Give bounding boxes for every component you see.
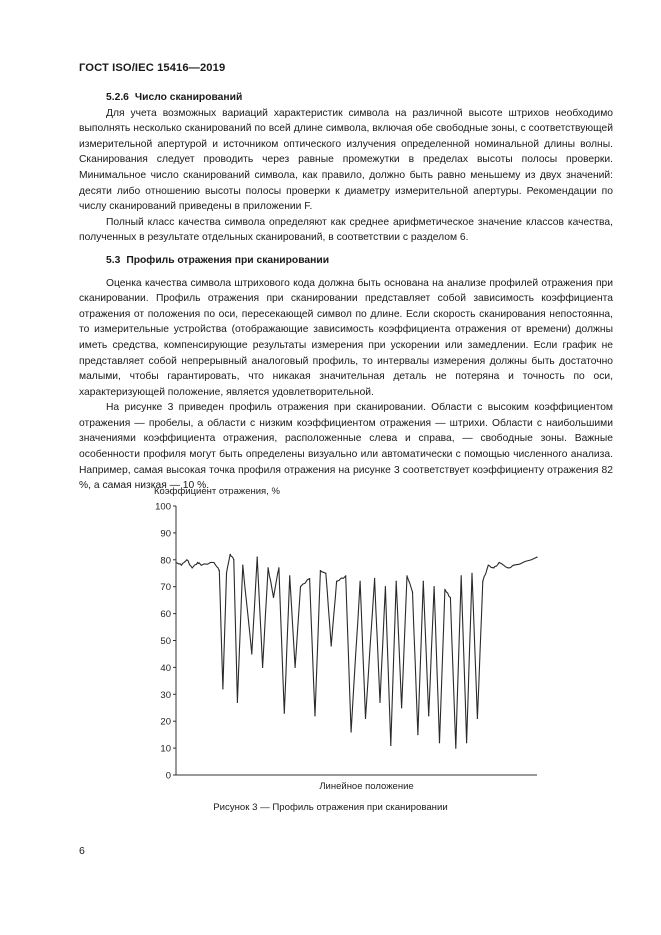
profile-data-point xyxy=(251,653,252,654)
profile-data-point xyxy=(428,715,429,716)
figure-caption: Рисунок 3 — Профиль отражения при сканировании xyxy=(213,802,448,813)
section-title: Число сканирований xyxy=(134,92,243,103)
profile-data-point xyxy=(320,570,321,571)
profile-data-point xyxy=(213,562,214,563)
y-tick-label: 60 xyxy=(160,609,171,621)
y-tick-label: 30 xyxy=(160,689,171,701)
y-tick-label: 0 xyxy=(165,770,171,782)
profile-data-point xyxy=(423,581,424,582)
profile-data-point xyxy=(390,745,391,746)
profile-data-point xyxy=(331,645,332,646)
profile-data-point xyxy=(434,586,435,587)
profile-series-line xyxy=(176,554,537,748)
section-number: 5.2.6 xyxy=(106,92,129,103)
profile-data-point xyxy=(450,597,451,598)
profile-data-point xyxy=(278,567,279,568)
profile-data-point xyxy=(219,570,220,571)
profile-data-point xyxy=(508,567,509,568)
profile-data-point xyxy=(455,748,456,749)
profile-data-point xyxy=(374,578,375,579)
profile-data-point xyxy=(488,565,489,566)
profile-data-point xyxy=(417,734,418,735)
profile-data-point xyxy=(477,718,478,719)
profile-data-point xyxy=(439,742,440,743)
profile-data-point xyxy=(181,565,182,566)
profile-data-point xyxy=(471,573,472,574)
section-heading-5-2-6 xyxy=(106,90,613,106)
profile-data-point xyxy=(237,702,238,703)
profile-data-point xyxy=(513,565,514,566)
profile-data-point xyxy=(396,581,397,582)
y-tick-label: 20 xyxy=(160,716,171,728)
profile-data-point xyxy=(336,581,337,582)
y-tick-label: 90 xyxy=(160,528,171,540)
reflectance-profile-chart xyxy=(130,478,550,798)
paragraph: Полный класс качества символа определяют как среднее арифметическое значение классов качества, полученных в результате отдельных сканирований, в соответствии с разделом 6. xyxy=(79,216,613,244)
profile-data-point xyxy=(482,581,483,582)
y-axis-label: Коэффициент отражения, % xyxy=(154,486,280,497)
profile-data-point xyxy=(536,557,537,558)
profile-data-point xyxy=(444,589,445,590)
profile-data-point xyxy=(351,731,352,732)
paragraph: На рисунке 3 приведен профиль отражения при сканировании. Области с высоким коэффициентом отражения — пробелы, а области с низким коэффициентом отражения — штрихи. Области с наибольшими значениями коэффициента отражения, расположенные слева и справа, — свободные зоны. Важные особенности профиля могут быть определены визуально или автоматически с помощью численного анализа. Например, самая высокая точка профиля отражения на рисунке 3 соответствует коэффициенту отражения 82 %, а самая низкая — 10 %. xyxy=(79,402,613,492)
chart-canvas xyxy=(130,478,550,798)
profile-data-point xyxy=(379,702,380,703)
profile-data-point xyxy=(401,707,402,708)
profile-data-point xyxy=(226,573,227,574)
page-number: 6 xyxy=(79,845,85,857)
profile-data-point xyxy=(499,562,500,563)
profile-data-point xyxy=(461,575,462,576)
profile-data-point xyxy=(233,559,234,560)
profile-data-point xyxy=(175,562,176,563)
profile-data-point xyxy=(242,565,243,566)
profile-data-point xyxy=(309,578,310,579)
section-number: 5.3 xyxy=(106,254,121,266)
profile-data-point xyxy=(365,718,366,719)
profile-data-point xyxy=(314,715,315,716)
profile-data-point xyxy=(412,592,413,593)
y-tick-label: 70 xyxy=(160,582,171,594)
y-tick-label: 80 xyxy=(160,555,171,567)
profile-data-point xyxy=(284,713,285,714)
profile-data-point xyxy=(197,562,198,563)
profile-data-point xyxy=(186,559,187,560)
profile-data-point xyxy=(406,575,407,576)
profile-data-point xyxy=(257,557,258,558)
x-axis-label: Линейное положение xyxy=(319,781,414,792)
y-tick-label: 100 xyxy=(155,501,171,513)
profile-data-point xyxy=(273,597,274,598)
profile-data-point xyxy=(360,581,361,582)
main-content xyxy=(79,90,613,494)
profile-data-point xyxy=(300,586,301,587)
profile-data-point xyxy=(262,667,263,668)
profile-data-point xyxy=(222,688,223,689)
profile-data-point xyxy=(201,565,202,566)
profile-data-point xyxy=(295,667,296,668)
paragraph: Оценка качества символа штрихового кода должна быть основана на анализе профилей отражения при сканировании. Профиль отражения при сканировании представляет собой зависимость коэффициента отражения от положения по оси, пересекающей символ по длине. Если скорость сканирования непостоянна, то измерительные устройства (отображающие зависимость коэффициента отражения от времени) должны иметь средства, компенсирующие результаты измерения при ускорении или замедлении. Если график не представляет собой непрерывный аналоговый профиль, то интервалы измерения должны быть достаточно малыми, чтобы гарантировать, что никакая значительная деталь не потеряна и точность по оси, характеризующей положение, является удовлетворительной. xyxy=(79,277,613,398)
section-heading-5-3 xyxy=(106,253,613,269)
profile-data-point xyxy=(268,567,269,568)
paragraph: Для учета возможных вариаций характеристик символа на различной высоте штрихов необходимо выполнять несколько сканирований по всей длине символа, включая обе свободные зоны, с соответствующей измерительной апертурой и источником оптического излучения определенной номинальной длины волны. Сканирования следует проводить через равные промежутки в пределах высоты полосы проверки. Минимальное число сканирований символа, как правило, должно быть равно меньшему из двух значений: десяти либо отношению высоты полосы проверки к диаметру измерительной апертуры. Рекомендации по числу сканирований приведены в приложении F. xyxy=(79,107,613,213)
document-header: ГОСТ ISO/IEC 15416—2019 xyxy=(79,62,226,74)
profile-data-point xyxy=(230,554,231,555)
profile-data-point xyxy=(385,586,386,587)
profile-data-point xyxy=(289,575,290,576)
section-title: Профиль отражения при сканировании xyxy=(126,254,330,266)
y-tick-label: 10 xyxy=(160,743,171,755)
profile-data-point xyxy=(192,567,193,568)
y-tick-label: 40 xyxy=(160,662,171,674)
profile-data-point xyxy=(345,575,346,576)
profile-data-point xyxy=(466,742,467,743)
y-tick-label: 50 xyxy=(160,636,171,647)
profile-data-point xyxy=(325,573,326,574)
profile-data-point xyxy=(493,567,494,568)
